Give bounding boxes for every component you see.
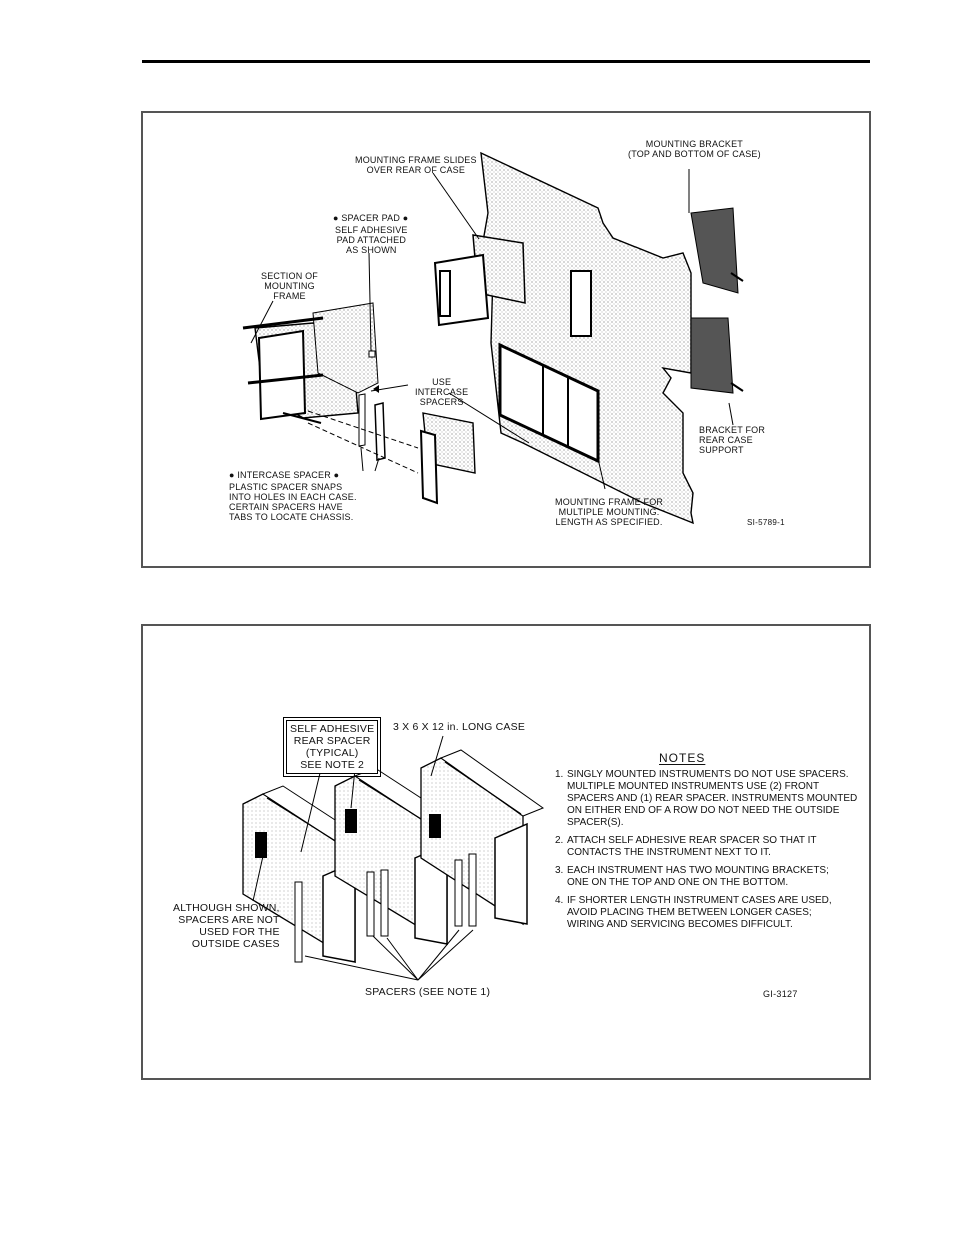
- figure2-code: GI-3127: [763, 989, 798, 999]
- label-although-shown: ALTHOUGH SHOWN, SPACERS ARE NOT USED FOR THE OUTSIDE CASES: [173, 902, 280, 950]
- header-rule: [142, 60, 870, 63]
- note-number: 3.: [555, 865, 564, 876]
- label-frame-multiple: MOUNTING FRAME FOR MULTIPLE MOUNTING. LENGTH AS SPECIFIED.: [555, 497, 664, 527]
- note-text: SINGLY MOUNTED INSTRUMENTS DO NOT USE SPACERS. MULTIPLE MOUNTED INSTRUMENTS USE (2) FRONT SPACERS AND (1) REAR SPACER. INSTRUMENTS MOUNTED ON EITHER END OF A ROW DO NOT NEED THE OUTSIDE SPACER(S).: [567, 769, 858, 828]
- rear-spacer-2: [345, 809, 357, 833]
- note-text: ATTACH SELF ADHESIVE REAR SPACER SO THAT IT CONTACTS THE INSTRUMENT NEXT TO IT.: [567, 835, 817, 858]
- label-spacer-pad: ● SPACER PAD ●: [333, 213, 409, 223]
- label-intercase-spacer: ● INTERCASE SPACER ●: [229, 470, 340, 480]
- note-text: EACH INSTRUMENT HAS TWO MOUNTING BRACKETS; ONE ON THE TOP AND ONE ON THE BOTTOM.: [567, 865, 829, 888]
- label-spacer-pad-desc: SELF ADHESIVE PAD ATTACHED AS SHOWN: [335, 225, 408, 255]
- label-rear-spacer: SELF ADHESIVE REAR SPACER (TYPICAL) SEE NOTE 2: [286, 720, 378, 774]
- label-mounting-bracket: MOUNTING BRACKET (TOP AND BOTTOM OF CASE): [628, 139, 761, 159]
- notes-list: [555, 769, 860, 937]
- figure-panel-spacers: [141, 624, 871, 1080]
- note-item: [555, 895, 860, 931]
- figure-panel-mounting-frame: [141, 111, 871, 568]
- label-use-intercase-spacers: USE INTERCASE SPACERS: [415, 377, 469, 407]
- note-item: [555, 865, 860, 889]
- note-number: 1.: [555, 769, 564, 780]
- note-text: IF SHORTER LENGTH INSTRUMENT CASES ARE USED, AVOID PLACING THEM BETWEEN LONGER CASES; WIRING AND SERVICING BECOMES DIFFICULT.: [567, 895, 832, 930]
- label-intercase-spacer-desc: PLASTIC SPACER SNAPS INTO HOLES IN EACH CASE. CERTAIN SPACERS HAVE TABS TO LOCATE CHASSIS.: [229, 482, 357, 522]
- rear-spacer-3: [429, 814, 441, 838]
- notes-title: NOTES: [659, 751, 706, 765]
- label-section-of-frame: SECTION OF MOUNTING FRAME: [261, 271, 319, 301]
- label-long-case: 3 X 6 X 12 in. LONG CASE: [393, 721, 526, 733]
- note-item: [555, 769, 860, 829]
- note-number: 4.: [555, 895, 564, 906]
- figure1-code: SI-5789-1: [747, 518, 785, 527]
- note-item: [555, 835, 860, 859]
- label-frame-slides: MOUNTING FRAME SLIDES OVER REAR OF CASE: [355, 155, 477, 175]
- note-number: 2.: [555, 835, 564, 846]
- label-spacers: SPACERS (SEE NOTE 1): [365, 986, 491, 998]
- rear-spacer-1: [255, 832, 267, 858]
- label-bracket-rear-support: BRACKET FOR REAR CASE SUPPORT: [699, 425, 766, 455]
